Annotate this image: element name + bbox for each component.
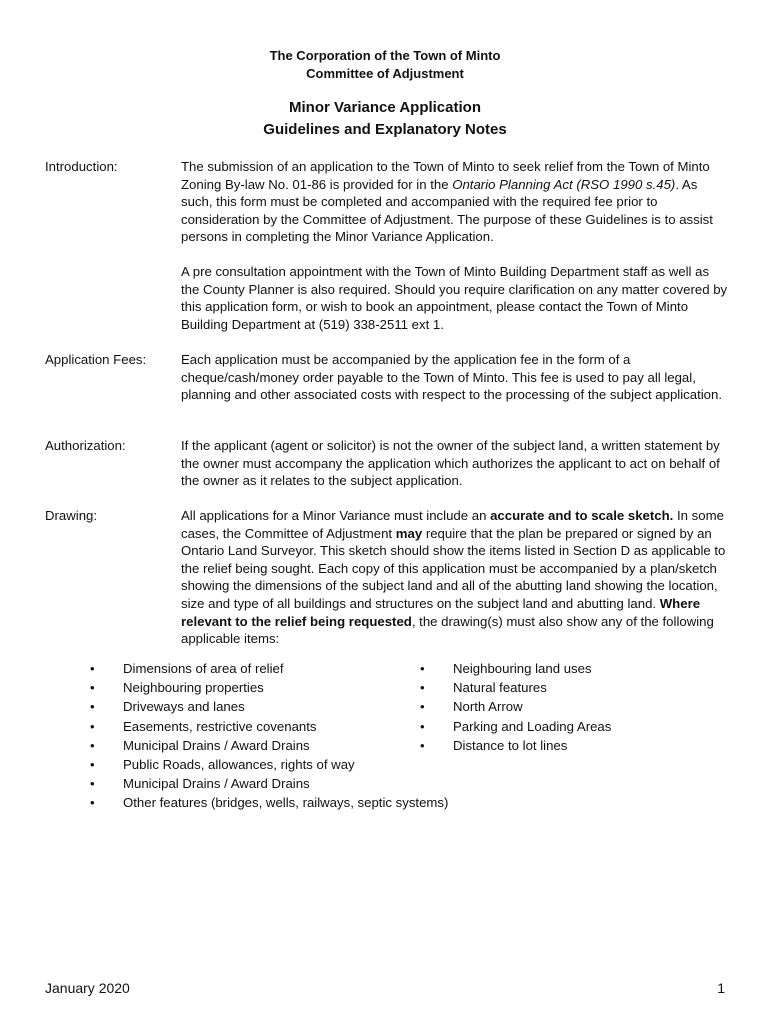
bullet-icon: • [90, 756, 95, 772]
list-item [90, 755, 448, 774]
list-item [90, 736, 448, 755]
list-item-text: Neighbouring land uses [453, 661, 592, 676]
text-run: In some cases, the Committee of Adjustment [181, 508, 724, 541]
list-item [90, 659, 448, 678]
list-item [420, 659, 611, 678]
list-item-text: Natural features [453, 680, 547, 696]
section-label: Application Fees: [45, 352, 147, 367]
bullet-icon: • [90, 680, 95, 696]
organization-heading [0, 47, 770, 83]
text-run: , the drawing(s) must also show any of the following applicable items: [181, 613, 714, 647]
bullet-icon: • [90, 661, 95, 676]
list-item [420, 697, 611, 716]
list-item [90, 697, 448, 716]
bullet-icon: • [90, 699, 95, 715]
emphasis-may: may [395, 525, 423, 541]
section-label: Drawing: [45, 508, 98, 523]
bullet-icon: • [420, 737, 425, 753]
text-run: All applications for a Minor Variance must include an [181, 508, 491, 523]
organization-name: The Corporation of the Town of Minto [269, 48, 501, 63]
section-body [181, 507, 729, 648]
list-item [420, 678, 611, 697]
text-run: The submission of an application to the Town of Minto to seek relief from the Town of Minto Zoning By-law No. 01-86 is provided for in the [181, 159, 710, 192]
bullet-icon: • [90, 737, 95, 753]
title-line-2: Guidelines and Explanatory Notes [263, 121, 507, 138]
bullet-icon: • [90, 795, 95, 811]
list-item-text: Parking and Loading Areas [453, 718, 612, 734]
list-item [420, 717, 611, 736]
bullet-icon: • [420, 699, 425, 715]
list-item [90, 774, 448, 793]
footer-date: January 2020 [45, 980, 130, 996]
document-title [0, 97, 770, 141]
list-item [90, 678, 448, 697]
list-item-text: Easements, restrictive covenants [123, 718, 317, 734]
section-body [181, 158, 729, 350]
list-item-text: Driveways and lanes [123, 699, 245, 715]
bullet-icon: • [90, 718, 95, 734]
list-item-text: Other features (bridges, wells, railways, septic systems) [123, 795, 449, 811]
bullet-icon: • [420, 661, 425, 676]
introduction-paragraph-1 [181, 158, 729, 246]
act-citation: Ontario Planning Act (RSO 1990 s.45) [452, 176, 676, 192]
bullet-icon: • [420, 680, 425, 696]
applicable-items-list-left [90, 659, 448, 813]
list-item [420, 736, 611, 755]
list-item [90, 717, 448, 736]
section-label: Authorization: [45, 438, 126, 453]
section-body: Each application must be accompanied by the application fee in the form of a cheque/cash/money order payable to the Town of Minto. This fee is used to pay all legal, planning and other associated costs with respect to the processing of the subject application. [181, 352, 723, 403]
introduction-paragraph-2: A pre consultation appointment with the Town of Minto Building Department staff as well as the County Planner is also required. Should you require clarification on any matter covered by this application form, or wish to book an appointment, please contact the Town of Minto Building Department at (519) 338-2511 ext 1. [181, 263, 728, 332]
title-line-1: Minor Variance Application [289, 99, 481, 116]
section-body: If the applicant (agent or solicitor) is not the owner of the subject land, a written statement by the owner must accompany the application which authorizes the applicant to act on behalf of the owner as it relates to the subject application. [181, 438, 720, 489]
bullet-icon: • [90, 776, 95, 792]
list-item-text: Distance to lot lines [453, 737, 568, 753]
section-label: Introduction: [45, 159, 118, 174]
emphasis-relevant: Where relevant to the relief being requested [181, 595, 701, 629]
applicable-items-list-right [420, 659, 611, 755]
list-item-text: Public Roads, allowances, rights of way [123, 756, 355, 772]
bullet-icon: • [420, 718, 425, 734]
list-item-text: Municipal Drains / Award Drains [123, 737, 310, 753]
text-run: . As such, this form must be completed and accompanied with the required fee prior to consideration by the Committee of Adjustment. The purpose of these Guidelines is to assist persons in completing the Minor Variance Application. [181, 176, 713, 245]
text-run: require that the plan be prepared or signed by an Ontario Land Surveyor. This sketch should show the items listed in Section D as applicable to the relief being sought. Each copy of this application must be accompanied by a plan/sketch showing the dimensions of the subject land and all of the abutting land showing the location, size and type of all buildings and structures on the subject land and abutting land. [181, 525, 726, 611]
list-item-text: Dimensions of area of relief [123, 661, 284, 676]
list-item-text: Municipal Drains / Award Drains [123, 776, 310, 792]
list-item-text: Neighbouring properties [123, 680, 264, 696]
emphasis-sketch: accurate and to scale sketch. [490, 508, 674, 523]
page-number: 1 [717, 980, 725, 996]
committee-name: Committee of Adjustment [306, 66, 464, 81]
list-item [90, 793, 448, 812]
list-item-text: North Arrow [453, 699, 523, 715]
